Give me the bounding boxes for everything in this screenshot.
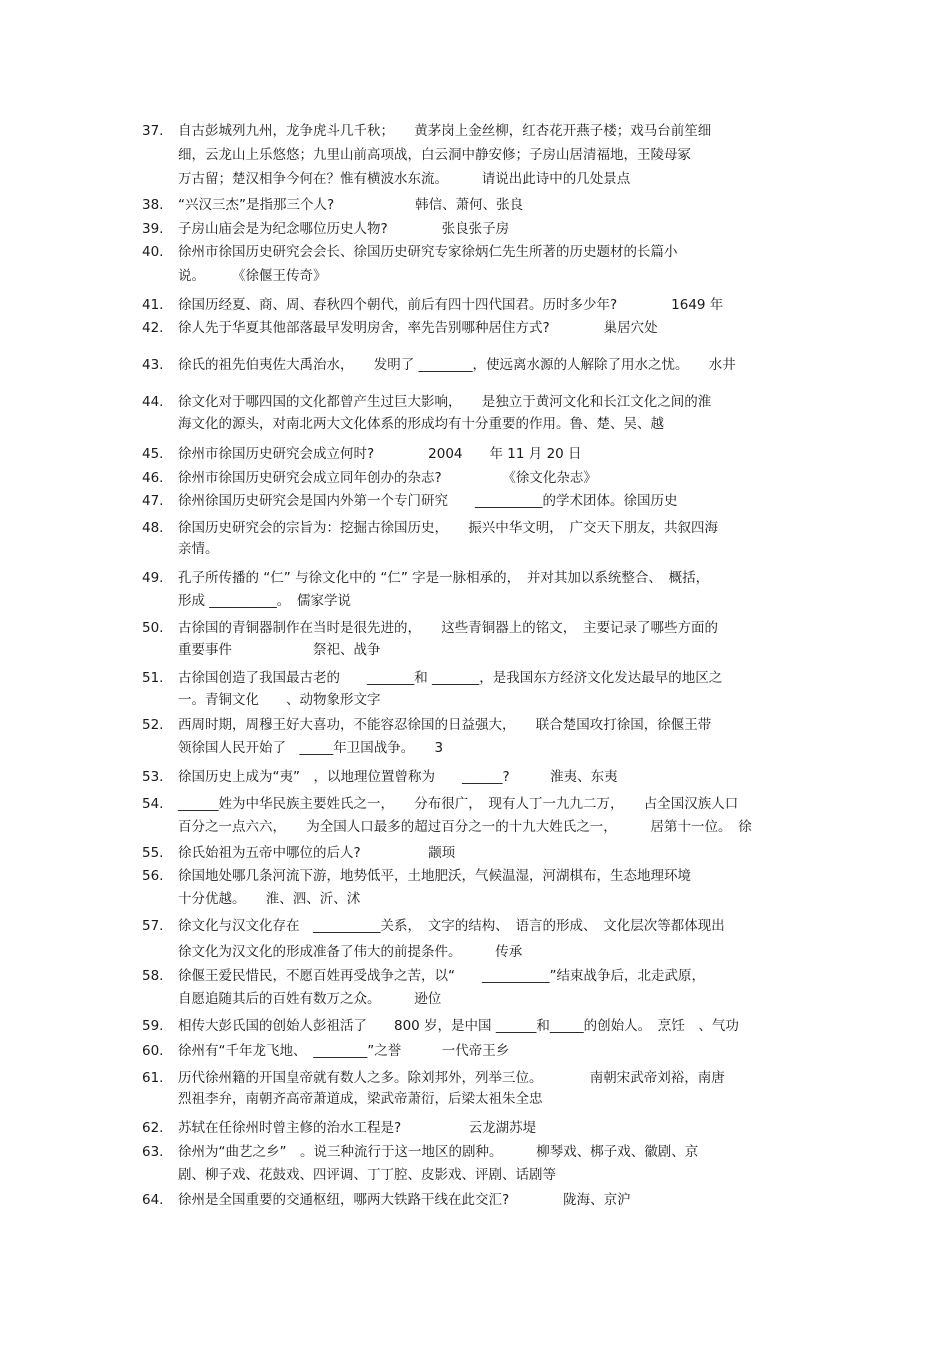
question-text-line: 徐国历史研究会的宗旨为：挖掘古徐国历史， 振兴中华文明， 广交天下朋友，共叙四海 xyxy=(178,520,718,536)
question-text-line: 形成 __________。 儒家学说 xyxy=(178,593,352,609)
question-number: 56. xyxy=(142,868,164,884)
question-number: 54. xyxy=(142,796,164,812)
question-number: 63. xyxy=(142,1144,164,1160)
question-number: 61. xyxy=(142,1070,164,1086)
question-number: 46. xyxy=(142,470,164,486)
question-text-line: 徐州是全国重要的交通枢纽，哪两大铁路干线在此交汇? 陇海、京沪 xyxy=(178,1192,631,1208)
question-text-line: 徐州徐国历史研究会是国内外第一个专门研究 __________的学术团体。徐国历史 xyxy=(178,493,678,509)
question-number: 62. xyxy=(142,1120,164,1136)
question-text-line: 百分之一点六六， 为全国人口最多的超过百分之一的十九大姓氏之一， 居第十一位。 徐 xyxy=(178,819,752,835)
question-text-line: 徐氏的祖先伯夷佐大禹治水， 发明了 ________，使远离水源的人解除了用水之忧。 水井 xyxy=(178,357,736,373)
question-text-line: 万古留；楚汉相争今何在？惟有横波水东流。 请说出此诗中的几处景点 xyxy=(178,171,631,187)
question-text-line: 说。 《徐偃王传奇》 xyxy=(178,268,327,284)
question-number: 42. xyxy=(142,320,164,336)
question-number: 37. xyxy=(142,123,164,139)
question-number: 47. xyxy=(142,493,164,509)
question-number: 51. xyxy=(142,670,164,686)
question-text-line: 徐文化对于哪四国的文化都曾产生过巨大影响， 是独立于黄河文化和长江文化之间的淮 xyxy=(178,394,712,410)
question-text-line: 子房山庙会是为纪念哪位历史人物? 张良张子房 xyxy=(178,221,510,237)
question-number: 52. xyxy=(142,717,164,733)
question-number: 53. xyxy=(142,769,164,785)
question-text-line: 徐氏始祖为五帝中哪位的后人? 颛顼 xyxy=(178,845,456,861)
question-number: 45. xyxy=(142,446,164,462)
question-text-line: 海文化的源头，对南北两大文化体系的形成均有十分重要的作用。鲁、楚、吴、越 xyxy=(178,416,664,432)
question-text-line: 徐国地处哪几条河流下游，地势低平，土地肥沃，气候温湿，河湖棋布，生态地理环境 xyxy=(178,868,691,884)
question-text-line: 徐人先于华夏其他部落最早发明房舍，率先告别哪种居住方式? 巢居穴处 xyxy=(178,320,658,336)
question-text-line: ______姓为中华民族主要姓氏之一， 分布很广， 现有人丁一九九二万， 占全国汉族人口 xyxy=(178,796,739,812)
question-number: 41. xyxy=(142,297,164,313)
question-text-line: 历代徐州籍的开国皇帝就有数人之多。除刘邦外，列举三位。 南朝宋武帝刘裕，南唐 xyxy=(178,1070,725,1086)
question-text-line: 相传大彭氏国的创始人彭祖活了 800 岁，是中国 ______和_____的创始人。 烹饪 、气功 xyxy=(178,1018,739,1034)
question-text-line: 一。青铜文化 、动物象形文字 xyxy=(178,692,381,708)
question-text-line: 剧、柳子戏、花鼓戏、四评调、丁丁腔、皮影戏、评剧、话剧等 xyxy=(178,1167,556,1183)
question-number: 40. xyxy=(142,244,164,260)
question-text-line: 自古彭城列九州，龙争虎斗几千秋； 黄茅岗上金丝柳，红杏花开燕子楼；戏马台前笙细 xyxy=(178,123,712,139)
question-text-line: 古徐国的青铜器制作在当时是很先进的， 这些青铜器上的铭文， 主要记录了哪些方面的 xyxy=(178,620,718,636)
question-number: 60. xyxy=(142,1043,164,1059)
question-text-line: 徐国历经夏、商、周、春秋四个朝代，前后有四十四代国君。历时多少年? 1649 年 xyxy=(178,297,724,313)
question-text-line: 徐文化为汉文化的形成准备了伟大的前提条件。 传承 xyxy=(178,944,523,960)
question-text-line: 孔子所传播的 “仁” 与徐文化中的 “仁” 字是一脉相承的， 并对其加以系统整合、 概括， xyxy=(178,570,710,586)
question-text-line: 西周时期，周穆王好大喜功，不能容忍徐国的日益强大， 联合楚国攻打徐国，徐偃王带 xyxy=(178,717,712,733)
question-text-line: 细，云龙山上乐悠悠；九里山前高项战，白云洞中静安修；子房山居清福地，王陵母冢 xyxy=(178,147,691,163)
question-text-line: 十分优越。 淮、泗、沂、沭 xyxy=(178,891,361,907)
question-number: 49. xyxy=(142,570,164,586)
question-text-line: 徐州市徐国历史研究会会长、徐国历史研究专家徐炳仁先生所著的历史题材的长篇小 xyxy=(178,244,678,260)
question-text-line: 领徐国人民开始了 _____年卫国战争。 3 xyxy=(178,740,444,756)
question-number: 64. xyxy=(142,1192,164,1208)
question-number: 43. xyxy=(142,357,164,373)
question-text-line: 徐州有“千年龙飞地、 ________”之誉 一代帝王乡 xyxy=(178,1043,510,1059)
question-text-line: 亲情。 xyxy=(178,541,219,557)
question-text-line: 徐州市徐国历史研究会成立同年创办的杂志? 《徐文化杂志》 xyxy=(178,470,597,486)
question-number: 58. xyxy=(142,968,164,984)
question-number: 55. xyxy=(142,845,164,861)
question-number: 59. xyxy=(142,1018,164,1034)
question-number: 39. xyxy=(142,221,164,237)
question-text-line: 苏轼在任徐州时曾主修的治水工程是? 云龙湖苏堤 xyxy=(178,1120,537,1136)
question-text-line: 徐文化与汉文化存在 __________关系， 文字的结构、 语言的形成、 文化层次等都体现出 xyxy=(178,918,725,934)
question-text-line: 重要事件 祭祀、战争 xyxy=(178,642,381,658)
question-text-line: 徐偃王爱民惜民，不愿百姓再受战争之苦，以“ __________”结束战争后，北走武原， xyxy=(178,968,705,984)
question-text-line: 古徐国创造了我国最古老的 _______和 _______，是我国东方经济文化发达最早的地区之 xyxy=(178,670,723,686)
question-number: 50. xyxy=(142,620,164,636)
question-text-line: 徐国历史上成为“夷” ，以地理位置曾称为 ______? 淮夷、东夷 xyxy=(178,769,618,785)
question-text-line: 烈祖李弁，南朝齐高帝萧道成，梁武帝萧衍，后梁太祖朱全忠 xyxy=(178,1091,543,1107)
question-text-line: 徐州市徐国历史研究会成立何时? 2004 年 11 月 20 日 xyxy=(178,446,582,462)
question-text-line: 自愿追随其后的百姓有数万之众。 逊位 xyxy=(178,991,442,1007)
question-number: 38. xyxy=(142,197,164,213)
question-text-line: 徐州为“曲艺之乡” 。说三种流行于这一地区的剧种。 柳琴戏、梆子戏、徽剧、京 xyxy=(178,1144,699,1160)
question-number: 44. xyxy=(142,394,164,410)
question-number: 57. xyxy=(142,918,164,934)
question-text-line: “兴汉三杰”是指那三个人? 韩信、萧何、张良 xyxy=(178,197,524,213)
question-number: 48. xyxy=(142,520,164,536)
